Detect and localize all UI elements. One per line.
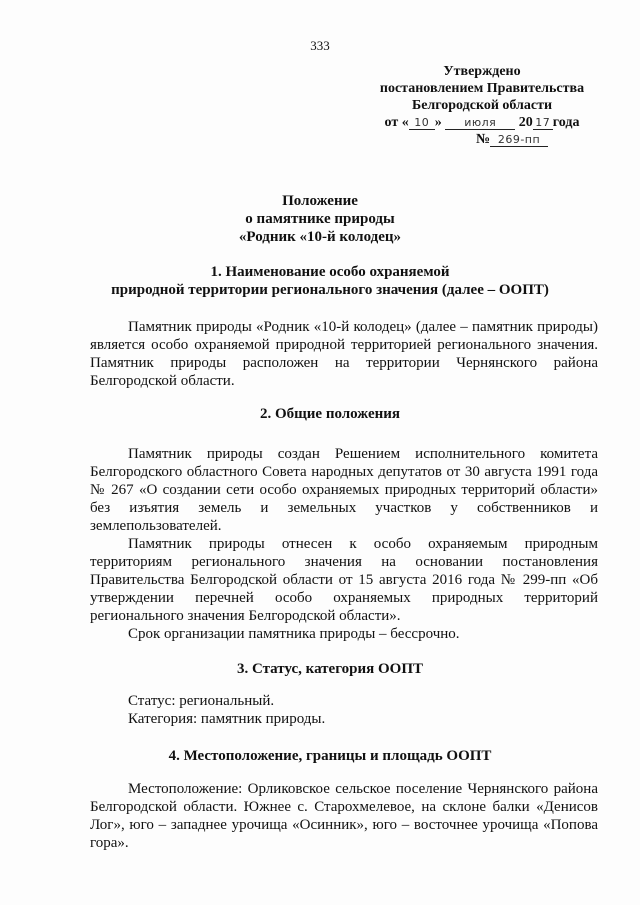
date-month: июля xyxy=(445,116,515,130)
title-line-3: «Родник «10-й колодец» xyxy=(238,229,402,245)
title-line-1: Положение xyxy=(282,193,358,209)
approval-date xyxy=(352,114,612,131)
section-3-heading: 3. Статус, категория ООПТ xyxy=(236,661,423,677)
section-2-paragraph-1: Памятник природы создан Решением исполнительного комитета Белгородского областного Совета народных депутатов от 30 августа 1991 года № 267 «О создании сети особо охраняемых природных территорий области» без изъятия земель и земельных участков у собственников и землепользователей. xyxy=(90,446,598,534)
section-2-paragraph-2: Памятник природы отнесен к особо охраняемым природным территориям регионального значения на основании постановления Правительства Белгородской области от 15 августа 2016 года № 299-пп «Об утверждении перечней особо охраняемых природных территорий регионального значения Белгородской области». xyxy=(90,536,598,624)
approval-number xyxy=(352,131,612,148)
document-title xyxy=(0,192,640,246)
section-1-text: Памятник природы «Родник «10-й колодец» (далее – памятник природы) является особо охраняемой природной территорией регионального значения. Памятник природы расположен на территории Чернянского района Белгородской области. xyxy=(90,319,598,389)
date-mid: » xyxy=(434,115,442,130)
page-number: 333 xyxy=(310,38,330,53)
date-year: 17 xyxy=(533,116,553,130)
approval-line-2: постановлением Правительства xyxy=(379,81,585,96)
approval-stamp xyxy=(352,63,612,148)
section-4-heading: 4. Местоположение, границы и площадь ООПТ xyxy=(168,748,492,764)
decree-number: 269-пп xyxy=(490,133,548,147)
approval-line-1: Утверждено xyxy=(443,64,521,79)
approval-line-3: Белгородской области xyxy=(411,98,553,113)
section-4-location: Местоположение: Орликовское сельское поселение Чернянского района Белгородской области. Южнее с. Старохмелевое, на склоне балки «Денисов Лог», юго – западнее урочища «Осинник», юго – восточнее урочища «Попова гора». xyxy=(90,781,598,851)
year-word: года xyxy=(552,115,580,130)
section-1-heading xyxy=(60,263,600,299)
date-prefix: от « xyxy=(384,115,409,130)
section-2-heading: 2. Общие положения xyxy=(259,406,401,422)
section-2-paragraph-3: Срок организации памятника природы – бессрочно. xyxy=(128,626,460,642)
section-1-heading-line-1: 1. Наименование особо охраняемой xyxy=(210,264,450,280)
category-line: Категория: памятник природы. xyxy=(128,711,326,727)
title-line-2: о памятнике природы xyxy=(245,211,395,227)
year-prefix: 20 xyxy=(518,115,533,130)
number-prefix: № xyxy=(475,132,491,147)
section-1-heading-line-2: природной территории регионального значения (далее – ООПТ) xyxy=(111,282,549,298)
status-line: Статус: региональный. xyxy=(128,693,275,709)
date-day: 10 xyxy=(409,116,435,130)
